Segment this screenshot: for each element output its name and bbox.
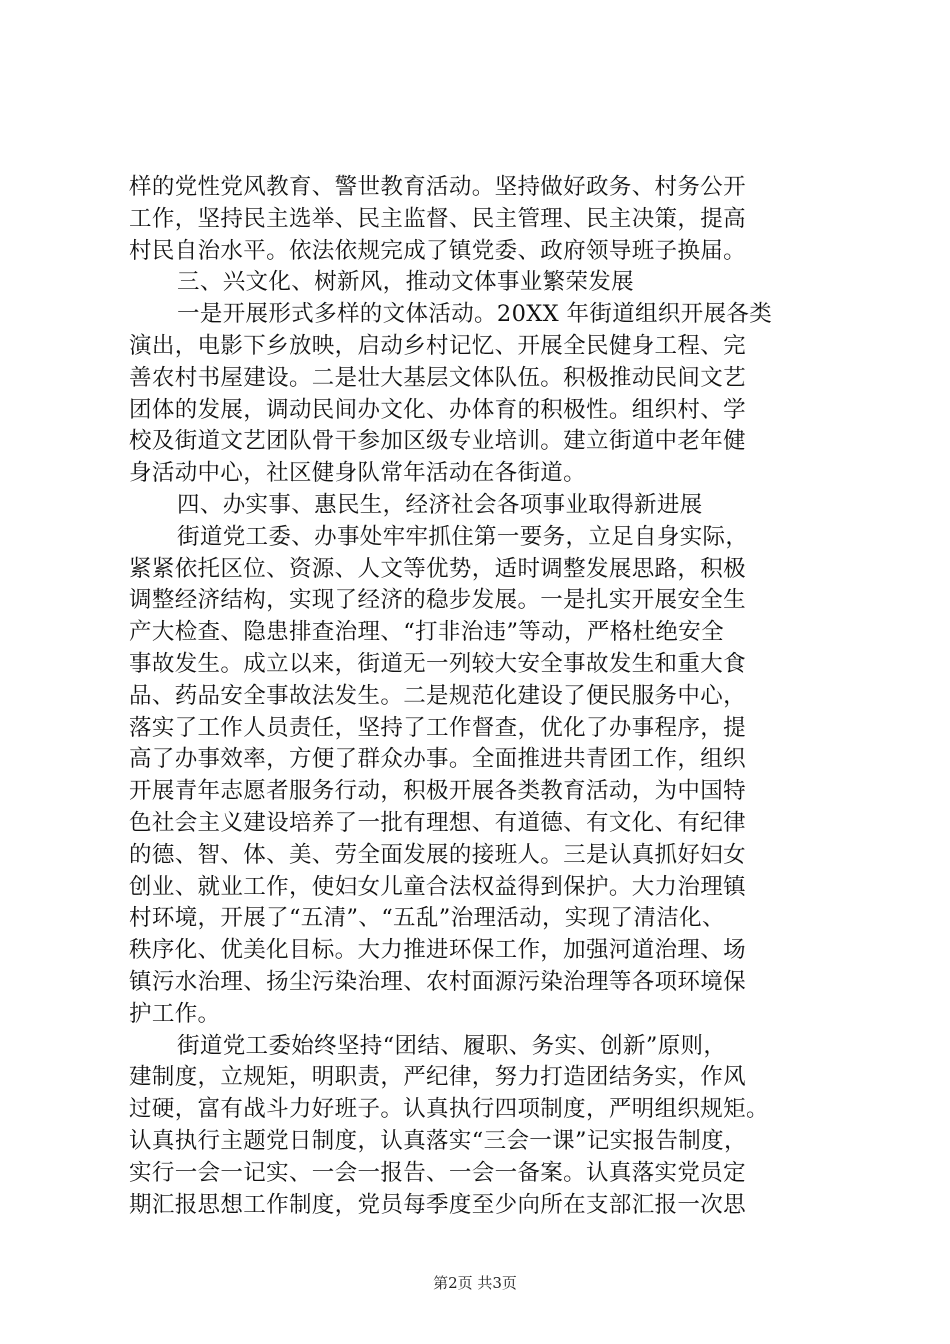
text-line: 调整经济结构，实现了经济的稳步发展。一是扎实开展安全生 [129,587,746,614]
text-line: 演出，电影下乡放映，启动乡村记忆、开展全民健身工程、完 [129,332,746,359]
text-line: 街道党工委始终坚持“团结、履职、务实、创新”原则， [177,1032,727,1059]
text-line: 身活动中心，社区健身队常年活动在各街道。 [129,460,587,487]
text-line: 秩序化、优美化目标。大力推进环保工作，加强河道治理、场 [129,937,746,964]
text-line: 高了办事效率，方便了群众办事。全面推进共青团工作，组织 [129,746,746,773]
text-line: 街道党工委、办事处牢牢抓住第一要务，立足自身实际， [177,523,749,550]
text-line: 落实了工作人员责任，坚持了工作督查，优化了办事程序，提 [129,714,746,741]
text-line: 团体的发展，调动民间办文化、办体育的积极性。组织村、学 [129,396,746,423]
page-footer: 第2页 共3页 [433,1274,517,1292]
text-line: 期汇报思想工作制度，党员每季度至少向所在支部汇报一次思 [129,1191,746,1218]
text-line: 一是开展形式多样的文体活动。20XX 年街道组织开展各类 [177,301,773,328]
text-line: 实行一会一记实、一会一报告、一会一备案。认真落实党员定 [129,1159,746,1186]
text-line: 建制度，立规矩，明职责，严纪律，努力打造团结务实，作风 [129,1064,746,1091]
text-line: 的德、智、体、美、劳全面发展的接班人。三是认真抓好妇女 [129,841,746,868]
text-line: 过硬，富有战斗力好班子。认真执行四项制度，严明组织规矩。 [129,1096,769,1123]
text-line: 创业、就业工作，使妇女儿童合法权益得到保护。大力治理镇 [129,873,746,900]
text-line: 村民自治水平。依法依规完成了镇党委、政府领导班子换届。 [129,237,746,264]
text-line: 紧紧依托区位、资源、人文等优势，适时调整发展思路，积极 [129,555,746,582]
text-line: 样的党性党风教育、警世教育活动。坚持做好政务、村务公开 [129,174,746,200]
text-line: 镇污水治理、扬尘污染治理、农村面源污染治理等各项环境保 [129,968,746,995]
text-line: 产大检查、隐患排查治理、“打非治违”等动，严格杜绝安全 [129,619,724,646]
text-line: 护工作。 [129,1000,221,1027]
text-line: 认真执行主题党日制度，认真落实“三会一课”记实报告制度， [129,1127,747,1154]
text-line: 事故发生。成立以来，街道无一列较大安全事故发生和重大食 [129,650,746,677]
document-body [129,172,841,1221]
text-line: 村环境，开展了“五清”、“五乱”治理活动，实现了清洁化、 [129,905,725,932]
text-line: 色社会主义建设培养了一批有理想、有道德、有文化、有纪律 [129,809,746,836]
text-line: 三、兴文化、树新风，推动文体事业繁荣发展 [177,269,635,296]
text-line: 品、药品安全事故法发生。二是规范化建设了便民服务中心， [129,682,746,709]
text-line: 校及街道文艺团队骨干参加区级专业培训。建立街道中老年健 [129,428,746,455]
text-line: 开展青年志愿者服务行动，积极开展各类教育活动，为中国特 [129,778,746,805]
text-line: 工作，坚持民主选举、民主监督、民主管理、民主决策，提高 [129,205,746,232]
text-line: 四、办实事、惠民生，经济社会各项事业取得新进展 [177,491,703,518]
text-line: 善农村书屋建设。二是壮大基层文体队伍。积极推动民间文艺 [129,364,746,391]
